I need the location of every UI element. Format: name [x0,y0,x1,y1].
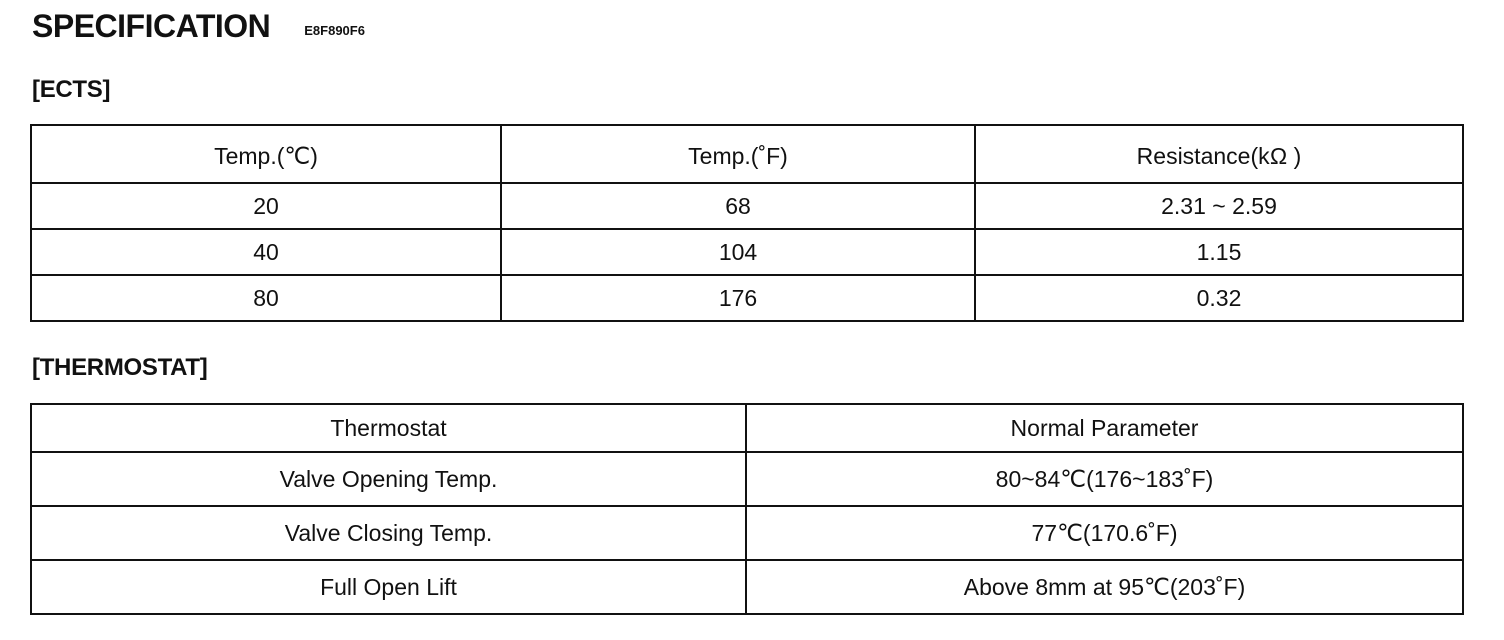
thermostat-cell-parameter: 77℃(170.6˚F) [746,506,1463,560]
ects-cell-resistance: 0.32 [975,275,1463,321]
thermostat-cell-parameter: 80~84℃(176~183˚F) [746,452,1463,506]
page-title: SPECIFICATION [32,8,271,44]
thermostat-header-parameter: Normal Parameter [746,404,1463,452]
ects-cell-temp-f: 176 [501,275,975,321]
thermostat-cell-parameter: Above 8mm at 95℃(203˚F) [746,560,1463,614]
thermostat-cell-item: Full Open Lift [31,560,746,614]
table-row [31,275,1463,321]
ects-cell-temp-c: 20 [31,183,501,229]
thermostat-section-heading: [THERMOSTAT] [32,354,208,381]
table-row [31,183,1463,229]
thermostat-header-item: Thermostat [31,404,746,452]
ects-section-heading: [ECTS] [32,76,111,103]
document-code: E8F890F6 [304,23,365,38]
ects-cell-resistance: 2.31 ~ 2.59 [975,183,1463,229]
ects-header-temp-f: Temp.(˚F) [501,125,975,183]
thermostat-table [30,403,1464,615]
table-row [31,229,1463,275]
table-row [31,506,1463,560]
title-row [32,8,365,45]
thermostat-header-row [31,404,1463,452]
ects-cell-temp-c: 80 [31,275,501,321]
ects-cell-temp-f: 104 [501,229,975,275]
ects-table [30,124,1464,322]
ects-header-temp-c: Temp.(℃) [31,125,501,183]
ects-header-row [31,125,1463,183]
ects-cell-temp-f: 68 [501,183,975,229]
ects-cell-temp-c: 40 [31,229,501,275]
thermostat-cell-item: Valve Closing Temp. [31,506,746,560]
table-row [31,560,1463,614]
ects-cell-resistance: 1.15 [975,229,1463,275]
ects-header-resistance: Resistance(kΩ ) [975,125,1463,183]
thermostat-cell-item: Valve Opening Temp. [31,452,746,506]
table-row [31,452,1463,506]
